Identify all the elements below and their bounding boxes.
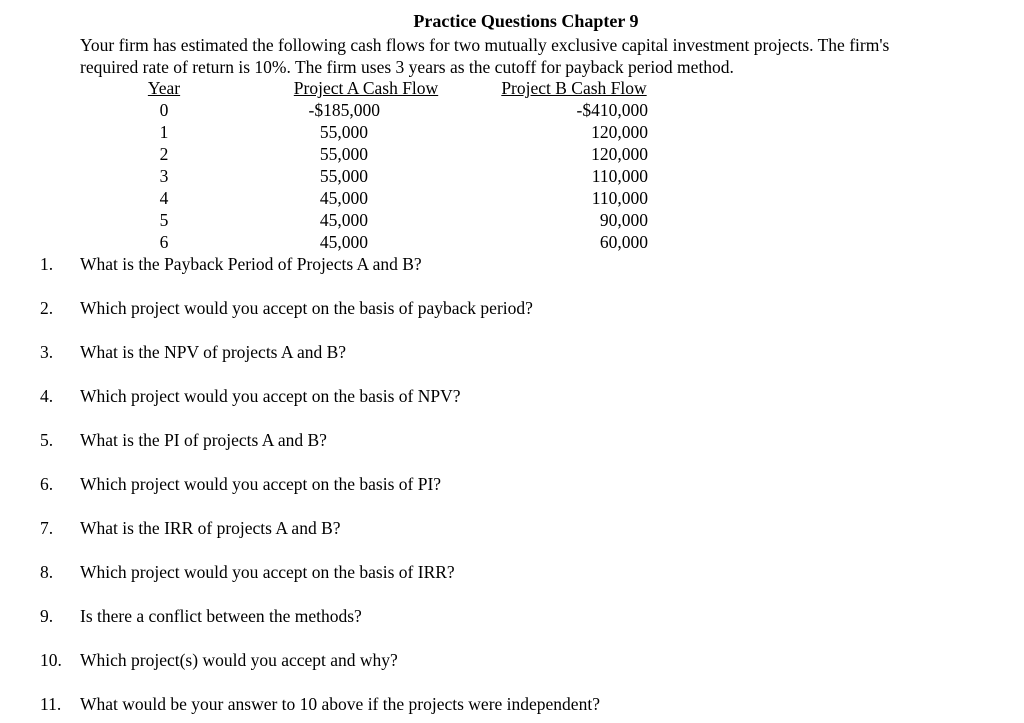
question-text: What is the NPV of projects A and B? (80, 342, 347, 362)
question-text: What would be your answer to 10 above if the projects were independent? (80, 694, 600, 714)
project-a-column (284, 77, 448, 253)
project-a-cell: 45,000 (319, 210, 368, 230)
question-number: 7. (40, 518, 54, 538)
question-text: What is the Payback Period of Projects A and B? (80, 254, 422, 274)
question-number: 8. (40, 562, 54, 582)
project-b-cell: 120,000 (591, 144, 648, 164)
page-title: Practice Questions Chapter 9 (413, 11, 639, 31)
year-cell: 0 (159, 100, 169, 120)
question-text: What is the IRR of projects A and B? (80, 518, 341, 538)
year-cell: 2 (159, 144, 169, 164)
question-number: 9. (40, 606, 54, 626)
year-cell: 5 (159, 210, 169, 230)
question-number: 3. (40, 342, 54, 362)
project-b-cell: 120,000 (591, 122, 648, 142)
project-a-cell: 55,000 (319, 144, 368, 164)
project-a-cell: 55,000 (319, 122, 368, 142)
question-text: Which project would you accept on the basis of payback period? (80, 298, 533, 318)
question-text: Which project would you accept on the basis of PI? (80, 474, 442, 494)
project-b-cell: 60,000 (599, 232, 648, 252)
question-text: Is there a conflict between the methods? (80, 606, 362, 626)
question-number: 1. (40, 254, 54, 274)
project-b-cell: 110,000 (591, 188, 648, 208)
year-cell: 3 (159, 166, 169, 186)
year-column (140, 77, 188, 253)
question-text: Which project would you accept on the basis of NPV? (80, 386, 461, 406)
project-b-header: Project B Cash Flow (501, 78, 647, 98)
project-b-cell: -$410,000 (576, 100, 648, 120)
question-number: 5. (40, 430, 54, 450)
intro-line-2: required rate of return is 10%. The firm uses 3 years as the cutoff for payback period method. (80, 57, 734, 77)
intro-line-1: Your firm has estimated the following cash flows for two mutually exclusive capital investment projects. The firm's (80, 35, 890, 55)
question-number: 10. (40, 650, 62, 670)
year-cell: 6 (159, 232, 169, 252)
project-b-cell: 90,000 (599, 210, 648, 230)
year-cell: 4 (159, 188, 169, 208)
year-header: Year (147, 78, 181, 98)
project-a-cell: -$185,000 (308, 100, 380, 120)
question-number: 4. (40, 386, 54, 406)
question-number: 6. (40, 474, 54, 494)
project-a-header: Project A Cash Flow (293, 78, 439, 98)
year-cell: 1 (159, 122, 169, 142)
project-a-cell: 45,000 (319, 232, 368, 252)
project-a-cell: 55,000 (319, 166, 368, 186)
project-a-cell: 45,000 (319, 188, 368, 208)
question-text: Which project(s) would you accept and why? (80, 650, 398, 670)
project-b-column (492, 77, 656, 253)
question-number: 2. (40, 298, 54, 318)
project-b-cell: 110,000 (591, 166, 648, 186)
question-text: Which project would you accept on the basis of IRR? (80, 562, 455, 582)
question-text: What is the PI of projects A and B? (80, 430, 327, 450)
intro-paragraph (80, 34, 1010, 78)
question-number: 11. (40, 694, 62, 714)
